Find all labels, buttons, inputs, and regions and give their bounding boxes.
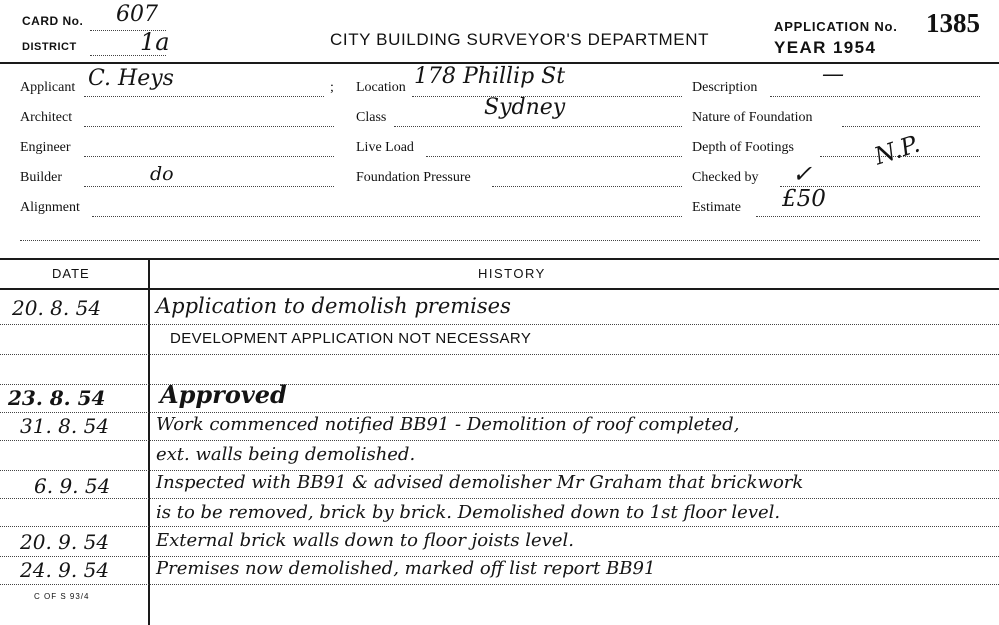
blank-line [20, 240, 980, 241]
checked-value: ✓ [792, 160, 813, 188]
foundation-pressure-label: Foundation Pressure [356, 170, 471, 185]
location-value: 178 Phillip St [414, 64, 566, 89]
entry-date: 31. 8. 54 [20, 414, 110, 438]
applicant-value: C. Heys [88, 66, 174, 91]
district-value: 1a [140, 28, 170, 56]
entry-date: 20. 8. 54 [12, 296, 102, 320]
depth-of-footings-label: Depth of Footings [692, 140, 794, 155]
entry-text: Premises now demolished, marked off list report BB91 [156, 558, 656, 579]
engineer-label: Engineer [20, 140, 71, 155]
date-header: DATE [52, 266, 90, 281]
entry-date: 23. 8. 54 [8, 386, 106, 410]
district-label: DISTRICT [22, 41, 77, 53]
department-title: CITY BUILDING SURVEYOR'S DEPARTMENT [330, 30, 710, 49]
entry-text: Application to demolish premises [156, 294, 511, 318]
depth-value: N.P. [870, 129, 924, 171]
card-no-label: CARD No. [22, 14, 84, 28]
checked-by-label: Checked by [692, 170, 759, 185]
date-column-rule [148, 258, 150, 625]
location-label: Location [356, 80, 406, 95]
entry-text: Approved [160, 380, 287, 409]
estimate-label: Estimate [692, 200, 741, 215]
builder-value: do [150, 163, 174, 185]
entry-text: Work commenced notified BB91 - Demolition of roof completed, [156, 414, 740, 435]
applicant-label: Applicant [20, 80, 76, 95]
live-load-label: Live Load [356, 140, 414, 155]
application-label: APPLICATION No. [774, 19, 898, 34]
entry-date: 24. 9. 54 [20, 558, 110, 582]
architect-label: Architect [20, 110, 73, 125]
entry-text: ext. walls being demolished. [156, 444, 416, 465]
history-header: HISTORY [478, 266, 546, 281]
description-value: — [822, 62, 844, 87]
application-number: 1385 [926, 8, 980, 38]
entry-text: External brick walls down to floor joists level. [156, 530, 574, 551]
applicant-mark: ; [330, 80, 334, 95]
history-header-rule [0, 288, 999, 290]
entry-text: Inspected with BB91 & advised demolisher Mr Graham that brickwork [156, 472, 804, 493]
description-label: Description [692, 80, 758, 95]
form-code: C OF S 93/4 [34, 592, 90, 601]
builder-label: Builder [20, 170, 62, 185]
entry-date: 6. 9. 54 [34, 474, 111, 498]
entry-date: 20. 9. 54 [20, 530, 110, 554]
entry-text: is to be removed, brick by brick. Demolished down to 1st floor level. [156, 502, 781, 523]
alignment-label: Alignment [20, 200, 80, 215]
class-label: Class [356, 110, 387, 125]
year-label: YEAR 1954 [774, 38, 877, 57]
location-line-2: Sydney [484, 95, 566, 120]
nature-of-foundation-label: Nature of Foundation [692, 110, 813, 125]
card-no-value: 607 [116, 2, 158, 27]
development-stamp: DEVELOPMENT APPLICATION NOT NECESSARY [170, 330, 532, 347]
estimate-value: £50 [782, 186, 826, 212]
